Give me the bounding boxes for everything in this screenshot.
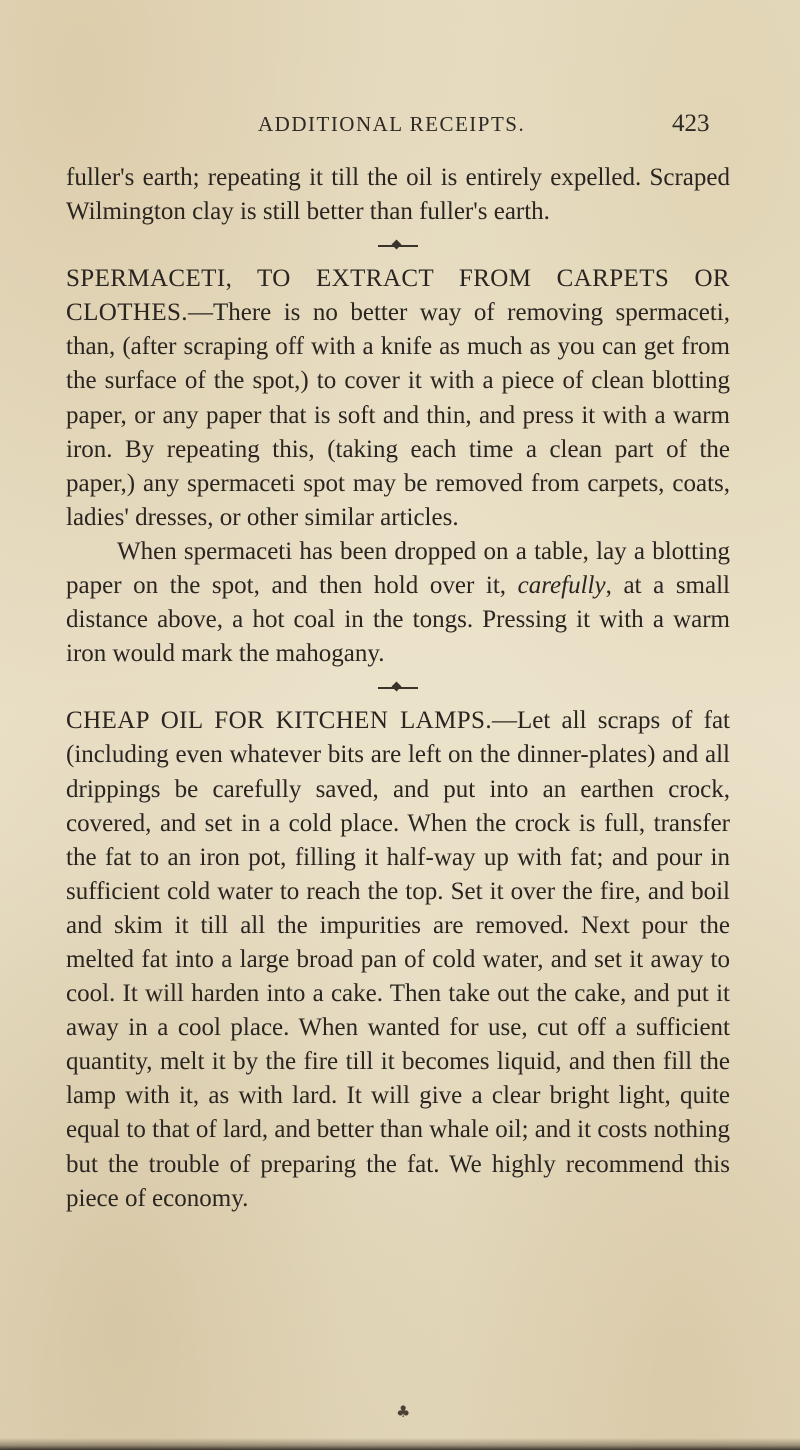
- table-text-start: When spermaceti has been dropped on a table, lay a blotting paper on the spot, and then hold over it,: [66, 537, 730, 600]
- printer-mark-icon: ♣: [396, 1402, 411, 1421]
- spermaceti-table-paragraph: [66, 535, 730, 671]
- text-block: [66, 161, 730, 1216]
- page-number: 423: [672, 110, 710, 137]
- spermaceti-paragraph: [66, 262, 730, 535]
- running-head: [0, 112, 800, 142]
- table-text-end: , at a small distance above, a hot coal in the tongs. Pressing it with a warm iron would mark the mahogany.: [66, 572, 730, 668]
- diamond-rule-icon: [378, 687, 418, 689]
- table-text-italic: carefully: [517, 572, 606, 600]
- section-divider: [66, 671, 730, 704]
- page-edge-shadow: [0, 1438, 800, 1450]
- intro-paragraph: fuller's earth; repeating it till the oil is entirely expelled. Scraped Wilmington clay is still better than fuller's earth.: [66, 164, 730, 226]
- diamond-rule-icon: [378, 245, 418, 247]
- running-title: ADDITIONAL RECEIPTS.: [258, 112, 526, 136]
- section-divider: [66, 229, 730, 262]
- spermaceti-heading: SPERMACETI, TO EXTRACT FROM CARPETS OR CLOTHES.: [66, 265, 730, 327]
- lamp-oil-heading: CHEAP OIL FOR KITCHEN LAMPS.: [66, 707, 492, 735]
- spermaceti-body: —There is no better way of removing spermaceti, than, (after scraping off with a knife as much as you can get from the surface of the spot,) to cover it with a piece of clean blotting paper, or any paper that is soft and thin, and press it with a warm iron. By repeating this, (taking each time a clean part of the paper,) any spermaceti spot may be removed from carpets, coats, ladies' dresses, or other similar articles.: [66, 299, 730, 531]
- lamp-oil-paragraph: [66, 704, 730, 1215]
- lamp-oil-body: —Let all scraps of fat (including even whatever bits are left on the dinner-plates) and all drippings be carefully saved, and put into an earthen crock, covered, and set in a cold place. When the crock is full, transfer the fat to an iron pot, filling it half-way up with fat; and pour in sufficient cold water to reach the top. Set it over the fire, and boil and skim it till all the impurities are removed. Next pour the melted fat into a large broad pan of cold water, and set it away to cool. It will harden into a cake. Then take out the cake, and put it away in a cool place. When wanted for use, cut off a sufficient quantity, melt it by the fire till it becomes liquid, and then fill the lamp with it, as with lard. It will give a clear bright light, quite equal to that of lard, and better than whale oil; and it costs nothing but the trouble of preparing the fat. We highly recommend this piece of economy.: [66, 707, 730, 1212]
